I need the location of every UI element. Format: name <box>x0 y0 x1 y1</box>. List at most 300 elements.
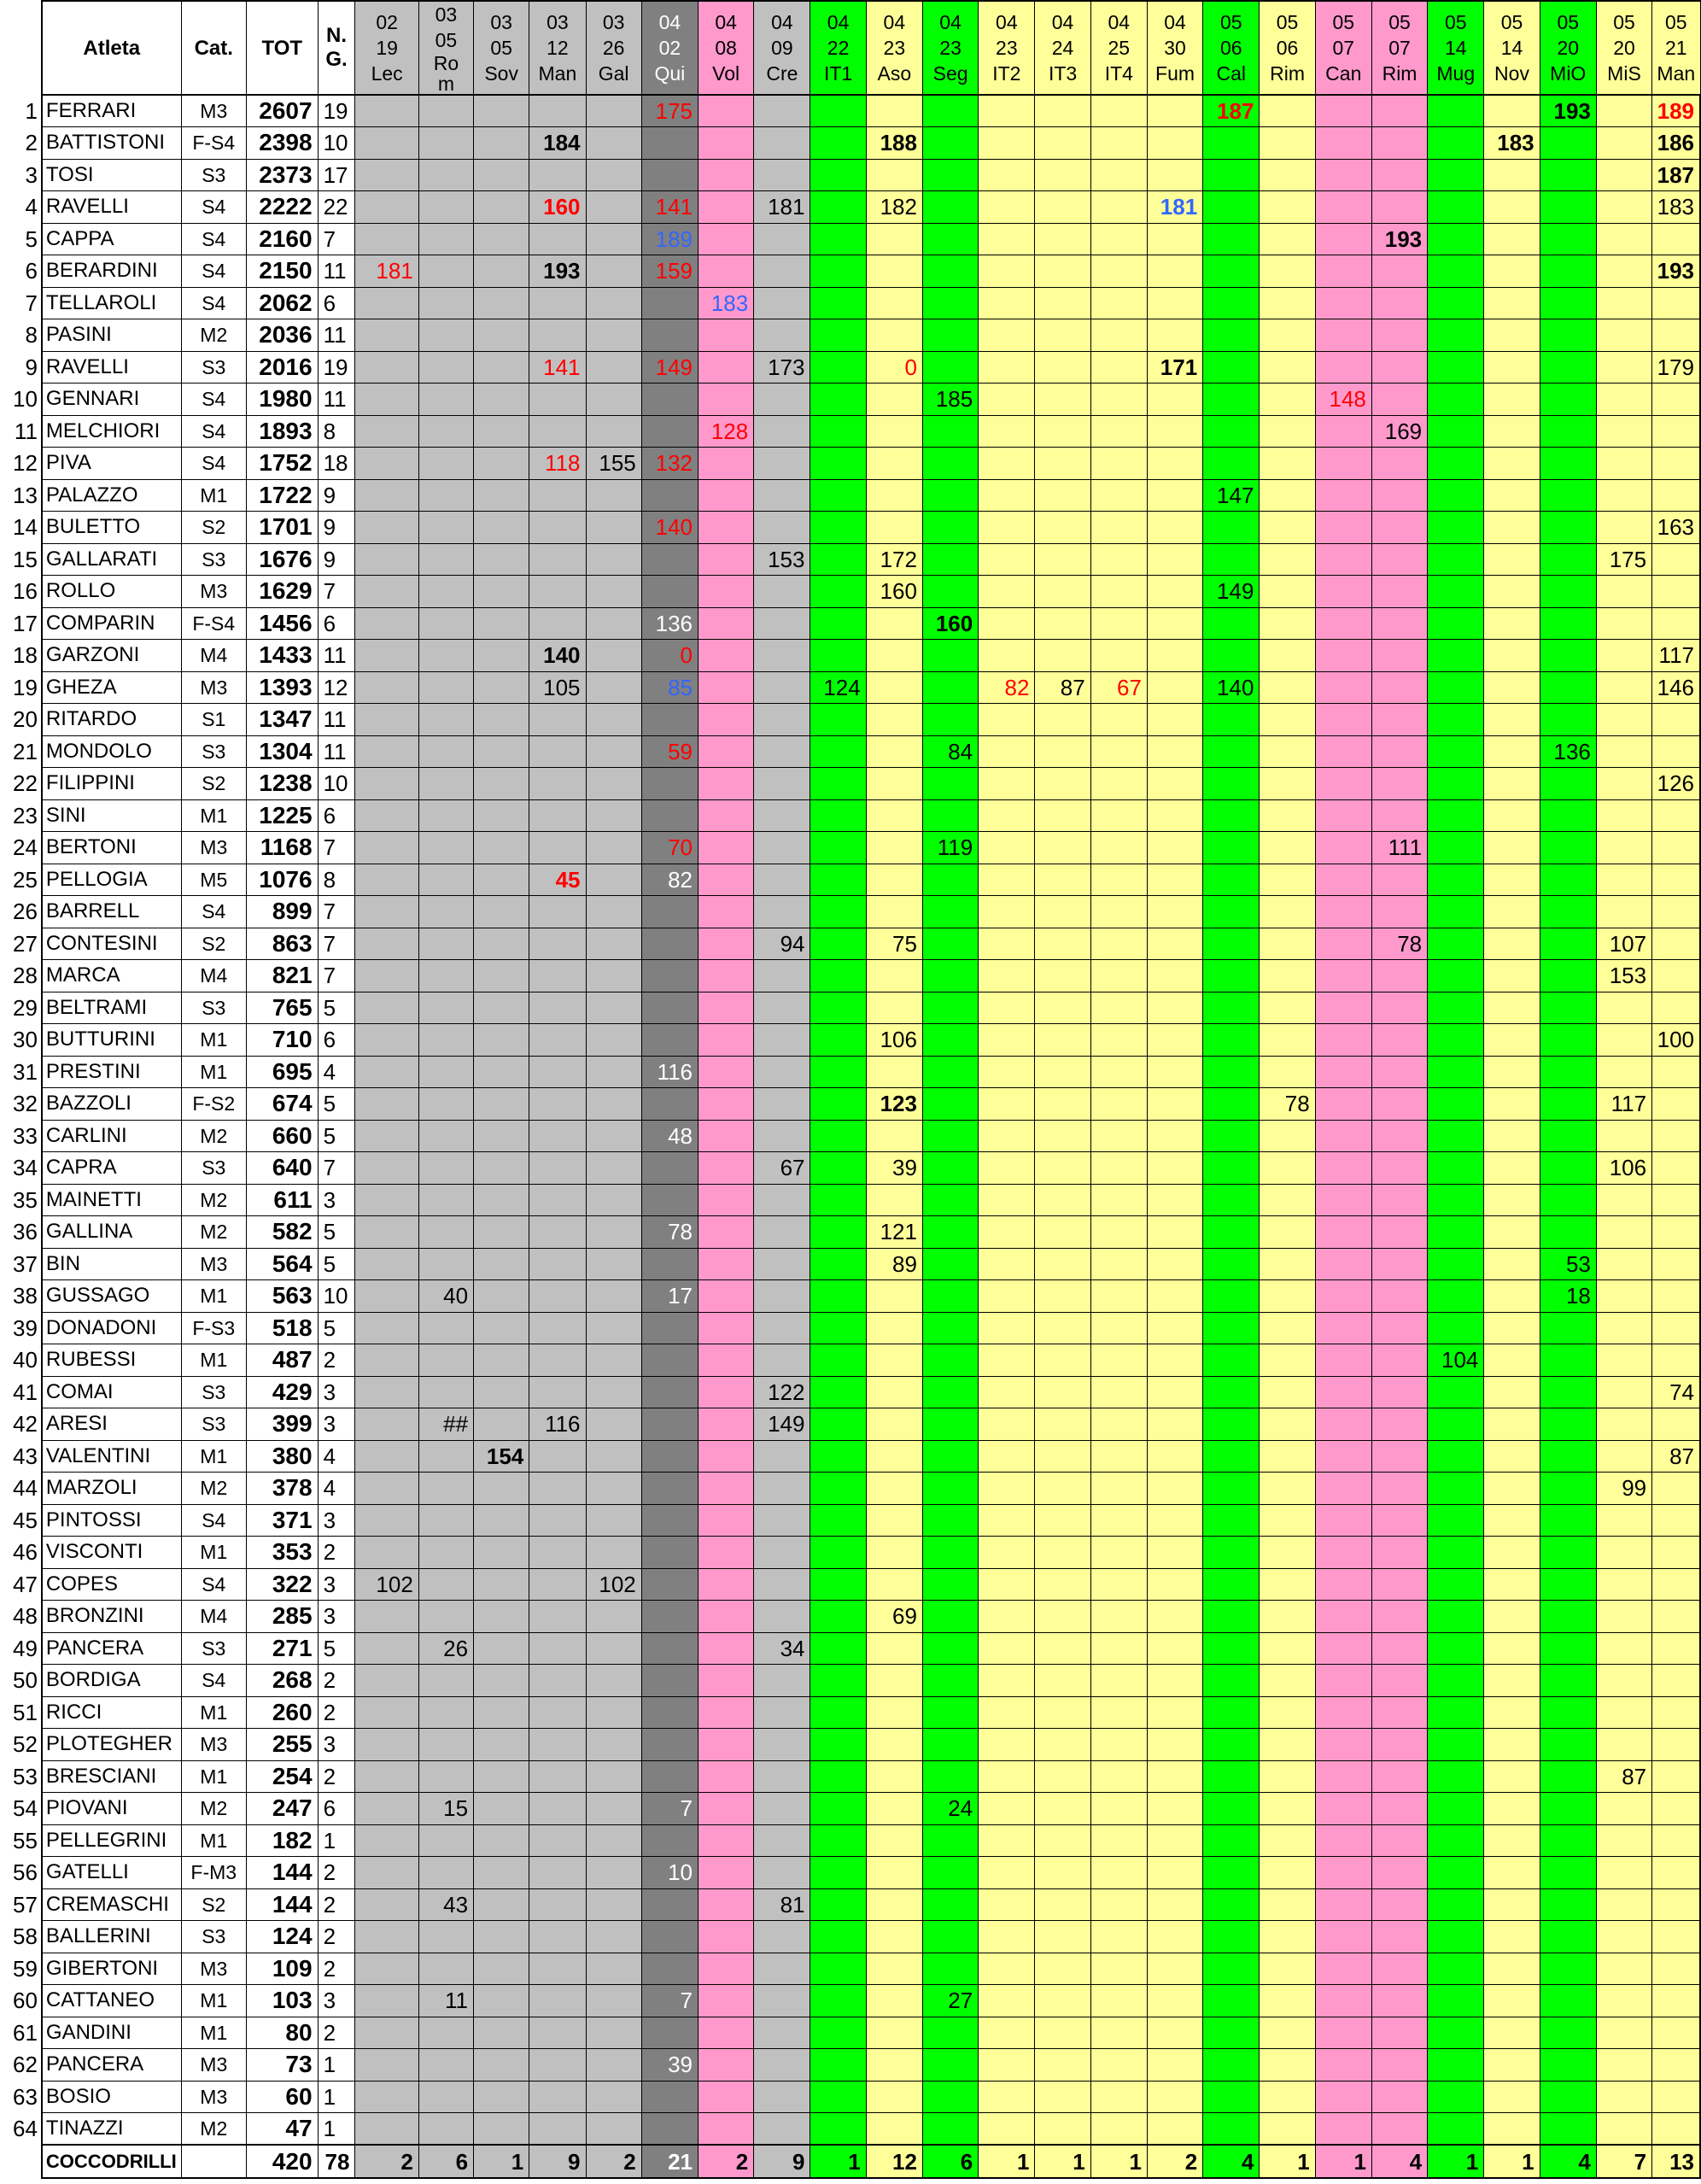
score-cell <box>1147 992 1202 1024</box>
table-row <box>0 127 1700 160</box>
score-cell: 193 <box>1540 95 1596 127</box>
score-cell <box>1371 127 1427 160</box>
score-cell <box>1315 768 1371 800</box>
score-cell: 154 <box>474 1440 529 1473</box>
score-cell <box>641 1184 698 1216</box>
score-cell <box>922 415 978 448</box>
score-cell <box>810 1729 866 1761</box>
score-cell <box>922 2081 978 2113</box>
score-cell <box>810 2113 866 2146</box>
score-cell <box>1371 2017 1427 2049</box>
score-cell <box>979 896 1035 928</box>
score-cell <box>529 1537 586 1569</box>
score-cell <box>474 255 529 288</box>
athlete-races-count: 7 <box>318 223 355 255</box>
score-cell <box>1035 576 1090 608</box>
score-cell <box>1540 576 1596 608</box>
score-cell <box>979 864 1035 896</box>
score-cell <box>529 1793 586 1825</box>
score-cell <box>1315 1280 1371 1313</box>
score-cell <box>1540 1888 1596 1921</box>
score-cell <box>586 255 641 288</box>
score-cell <box>1315 2113 1371 2146</box>
score-cell <box>979 1120 1035 1152</box>
score-cell <box>474 799 529 832</box>
score-cell <box>474 1696 529 1729</box>
score-cell <box>586 512 641 544</box>
athlete-category: S1 <box>181 704 246 736</box>
score-cell: 34 <box>754 1632 810 1665</box>
athlete-total: 1701 <box>246 512 318 544</box>
score-cell <box>922 2017 978 2049</box>
score-cell <box>699 191 754 224</box>
score-cell <box>418 1857 473 1889</box>
row-rank: 57 <box>13 1891 38 1918</box>
score-cell <box>641 704 698 736</box>
row-rank: 11 <box>14 418 38 444</box>
score-cell <box>1315 2017 1371 2049</box>
score-cell <box>979 191 1035 224</box>
score-cell: 87 <box>1035 671 1090 704</box>
score-cell <box>754 832 810 864</box>
score-cell <box>529 1888 586 1921</box>
score-cell <box>1484 992 1540 1024</box>
score-cell <box>1035 2113 1090 2146</box>
score-cell <box>418 896 473 928</box>
score-cell <box>641 1760 698 1793</box>
score-cell <box>1147 1280 1202 1313</box>
header-row <box>0 1 1700 95</box>
table-row <box>0 1793 1700 1825</box>
score-cell <box>1260 448 1315 480</box>
score-cell <box>699 1953 754 1985</box>
row-rank: 64 <box>13 2116 38 2142</box>
score-cell: 87 <box>1652 1440 1700 1473</box>
row-rank: 62 <box>13 2052 38 2078</box>
score-cell <box>1035 543 1090 576</box>
score-cell <box>1652 223 1700 255</box>
score-cell <box>474 1601 529 1633</box>
score-cell <box>754 127 810 160</box>
score-cell <box>1596 1120 1651 1152</box>
score-cell <box>1596 319 1651 352</box>
score-cell <box>1596 735 1651 768</box>
score-cell <box>418 1216 473 1249</box>
score-cell <box>1090 1088 1147 1121</box>
score-cell <box>355 319 418 352</box>
score-cell <box>1147 1665 1202 1697</box>
score-cell <box>979 1056 1035 1088</box>
score-cell <box>418 1953 473 1985</box>
header-event-17 <box>1315 1 1371 95</box>
athlete-name: PELLEGRINI <box>42 1824 181 1857</box>
row-rank: 33 <box>13 1122 38 1149</box>
header-event-23 <box>1652 1 1700 95</box>
score-cell <box>866 896 922 928</box>
score-cell <box>1260 479 1315 512</box>
score-cell <box>922 1248 978 1280</box>
header-event-code: Rim <box>1382 62 1418 85</box>
score-cell <box>1315 255 1371 288</box>
row-rank: 48 <box>13 1603 38 1630</box>
score-cell <box>1147 1216 1202 1249</box>
score-cell <box>641 1376 698 1408</box>
score-cell <box>641 1824 698 1857</box>
score-cell <box>1428 768 1484 800</box>
score-cell <box>979 2049 1035 2082</box>
score-cell <box>1035 864 1090 896</box>
score-cell <box>1540 1408 1596 1441</box>
score-cell <box>1203 1152 1260 1185</box>
score-cell <box>474 1760 529 1793</box>
score-cell <box>641 1248 698 1280</box>
row-rank: 53 <box>13 1763 38 1789</box>
table-row <box>0 640 1700 672</box>
table-row <box>0 2081 1700 2113</box>
score-cell <box>1090 1312 1147 1344</box>
row-rank: 40 <box>13 1347 38 1373</box>
score-cell <box>1260 1888 1315 1921</box>
score-cell <box>1035 2017 1090 2049</box>
athlete-category: S3 <box>181 1152 246 1185</box>
score-cell <box>699 1632 754 1665</box>
score-cell <box>355 1344 418 1377</box>
score-cell <box>1484 2017 1540 2049</box>
score-cell <box>1596 576 1651 608</box>
score-cell <box>922 448 978 480</box>
score-cell <box>474 1280 529 1313</box>
score-cell <box>1147 1888 1202 1921</box>
score-cell <box>1428 832 1484 864</box>
score-cell: 89 <box>866 1248 922 1280</box>
score-cell <box>699 1408 754 1441</box>
row-rank: 44 <box>13 1475 38 1502</box>
score-cell <box>922 960 978 992</box>
score-cell <box>1260 1473 1315 1505</box>
score-cell <box>1090 1408 1147 1441</box>
score-cell <box>979 127 1035 160</box>
score-cell <box>1147 1537 1202 1569</box>
score-cell <box>866 2017 922 2049</box>
score-cell <box>1090 512 1147 544</box>
score-cell <box>418 1568 473 1601</box>
score-cell <box>586 1921 641 1953</box>
score-cell <box>1371 351 1427 384</box>
score-cell <box>1428 479 1484 512</box>
score-cell <box>1147 640 1202 672</box>
score-cell <box>1596 1504 1651 1537</box>
score-cell <box>699 671 754 704</box>
score-cell <box>1147 1729 1202 1761</box>
header-event-code: Cre <box>766 62 798 85</box>
score-cell <box>866 607 922 640</box>
header-event-dd: 20 <box>1613 37 1635 59</box>
footer-event-count: 9 <box>529 2145 586 2178</box>
score-cell <box>979 223 1035 255</box>
score-cell <box>754 1568 810 1601</box>
header-event-dd: 25 <box>1108 37 1131 59</box>
score-cell <box>1484 1152 1540 1185</box>
score-cell <box>1428 1248 1484 1280</box>
score-cell <box>1035 191 1090 224</box>
score-cell <box>1035 1857 1090 1889</box>
table-row <box>0 319 1700 352</box>
score-cell <box>1484 1601 1540 1633</box>
score-cell: 126 <box>1652 768 1700 800</box>
table-row <box>0 95 1700 127</box>
score-cell <box>1484 1024 1540 1057</box>
score-cell <box>1540 384 1596 416</box>
score-cell <box>1315 1696 1371 1729</box>
score-cell <box>1147 1857 1202 1889</box>
score-cell <box>922 1056 978 1088</box>
athlete-total: 255 <box>246 1729 318 1761</box>
athlete-total: 2036 <box>246 319 318 352</box>
score-cell <box>1652 960 1700 992</box>
score-cell <box>979 704 1035 736</box>
score-cell <box>355 1985 418 2017</box>
header-event-code: Lec <box>371 62 403 85</box>
table-row <box>0 928 1700 960</box>
score-cell <box>1371 1665 1427 1697</box>
header-event-mm: 04 <box>883 11 906 33</box>
score-cell <box>1260 1665 1315 1697</box>
athlete-name: BOSIO <box>42 2081 181 2113</box>
score-cell <box>810 95 866 127</box>
score-cell <box>1315 960 1371 992</box>
athlete-name: RICCI <box>42 1696 181 1729</box>
athlete-total: 660 <box>246 1120 318 1152</box>
athlete-name: GATELLI <box>42 1857 181 1889</box>
score-cell <box>586 1888 641 1921</box>
score-cell <box>586 704 641 736</box>
score-cell <box>1260 543 1315 576</box>
score-cell: 78 <box>1371 928 1427 960</box>
score-cell <box>699 1376 754 1408</box>
athlete-races-count: 2 <box>318 1760 355 1793</box>
score-cell <box>1428 2017 1484 2049</box>
athlete-total: 2222 <box>246 191 318 224</box>
score-cell <box>641 1921 698 1953</box>
athlete-category: M2 <box>181 1216 246 1249</box>
score-cell <box>641 1665 698 1697</box>
score-cell <box>922 1568 978 1601</box>
score-cell: 27 <box>922 1985 978 2017</box>
score-cell <box>1484 1408 1540 1441</box>
score-cell <box>1540 1601 1596 1633</box>
score-cell <box>586 640 641 672</box>
score-cell <box>474 415 529 448</box>
score-cell <box>1203 1985 1260 2017</box>
header-tot: TOT <box>246 1 318 95</box>
score-cell: 99 <box>1596 1473 1651 1505</box>
athlete-total: 1722 <box>246 479 318 512</box>
score-cell <box>1484 287 1540 319</box>
score-cell: 182 <box>866 191 922 224</box>
score-cell <box>418 1696 473 1729</box>
header-event-2 <box>474 1 529 95</box>
score-cell <box>1652 1793 1700 1825</box>
athlete-name: FILIPPINI <box>42 768 181 800</box>
footer-event-count: 4 <box>1540 2145 1596 2178</box>
score-cell <box>529 896 586 928</box>
score-cell <box>866 479 922 512</box>
score-cell <box>922 1024 978 1057</box>
row-rank: 28 <box>13 963 38 989</box>
score-cell: 184 <box>529 127 586 160</box>
score-cell <box>1371 1056 1427 1088</box>
athlete-category: S2 <box>181 1888 246 1921</box>
score-cell: 43 <box>418 1888 473 1921</box>
score-cell <box>1484 1793 1540 1825</box>
score-cell <box>529 704 586 736</box>
athlete-total: 429 <box>246 1376 318 1408</box>
score-cell <box>529 223 586 255</box>
score-cell <box>418 1504 473 1537</box>
score-cell <box>699 543 754 576</box>
score-cell <box>1371 1280 1427 1313</box>
footer-event-count: 1 <box>1315 2145 1371 2178</box>
score-cell <box>699 1985 754 2017</box>
score-cell <box>979 1985 1035 2017</box>
footer-event-count: 6 <box>922 2145 978 2178</box>
score-cell <box>418 2113 473 2146</box>
athlete-name: PINTOSSI <box>42 1504 181 1537</box>
score-cell <box>641 799 698 832</box>
score-cell <box>1147 127 1202 160</box>
athlete-category: M3 <box>181 576 246 608</box>
score-cell <box>979 1760 1035 1793</box>
score-cell <box>810 512 866 544</box>
score-cell <box>866 671 922 704</box>
score-cell <box>355 992 418 1024</box>
table-row <box>0 1344 1700 1377</box>
footer-event-count: 1 <box>1035 2145 1090 2178</box>
header-event-code: Mug <box>1436 62 1476 85</box>
score-cell <box>1371 607 1427 640</box>
score-cell <box>1203 1120 1260 1152</box>
row-rank: 13 <box>13 482 38 508</box>
score-cell <box>1596 1248 1651 1280</box>
score-cell <box>1260 1440 1315 1473</box>
score-cell <box>754 223 810 255</box>
score-cell <box>1540 960 1596 992</box>
score-cell <box>529 1152 586 1185</box>
score-cell <box>1596 287 1651 319</box>
score-cell <box>754 1504 810 1537</box>
score-cell <box>1652 799 1700 832</box>
athlete-name: PELLOGIA <box>42 864 181 896</box>
score-cell <box>1260 1601 1315 1633</box>
score-cell <box>529 1504 586 1537</box>
athlete-name: MAINETTI <box>42 1184 181 1216</box>
athlete-name: BUTTURINI <box>42 1024 181 1057</box>
header-event-mm: 04 <box>1108 11 1131 33</box>
score-cell <box>1428 1985 1484 2017</box>
score-cell <box>1203 512 1260 544</box>
score-cell <box>1484 735 1540 768</box>
athlete-name: CAPRA <box>42 1152 181 1185</box>
row-rank: 60 <box>13 1988 38 2014</box>
score-cell <box>1203 1568 1260 1601</box>
athlete-total: 611 <box>246 1184 318 1216</box>
score-cell <box>1540 1921 1596 1953</box>
score-cell <box>1260 576 1315 608</box>
score-cell <box>1371 1152 1427 1185</box>
score-cell <box>1260 735 1315 768</box>
score-cell <box>1371 1793 1427 1825</box>
header-event-8 <box>810 1 866 95</box>
score-cell <box>1315 1056 1371 1088</box>
athlete-category: S4 <box>181 191 246 224</box>
athlete-races-count: 3 <box>318 1601 355 1633</box>
score-cell <box>922 512 978 544</box>
header-event-dd: 02 <box>658 37 681 59</box>
score-cell <box>355 607 418 640</box>
score-cell <box>1371 287 1427 319</box>
score-cell <box>979 1921 1035 1953</box>
score-cell <box>866 2049 922 2082</box>
score-cell <box>754 735 810 768</box>
score-cell <box>1428 1921 1484 1953</box>
score-cell <box>474 2017 529 2049</box>
table-row <box>0 1088 1700 1121</box>
score-cell <box>1371 159 1427 191</box>
score-cell <box>1315 1152 1371 1185</box>
athlete-name: BAZZOLI <box>42 1088 181 1121</box>
athlete-name: COMPARIN <box>42 607 181 640</box>
score-cell <box>922 1665 978 1697</box>
score-cell <box>754 799 810 832</box>
athlete-total: 47 <box>246 2113 318 2146</box>
score-cell <box>1260 223 1315 255</box>
score-cell <box>922 704 978 736</box>
score-cell <box>474 1953 529 1985</box>
score-cell <box>922 1888 978 1921</box>
footer-event-count: 21 <box>641 2145 698 2178</box>
score-cell <box>810 1216 866 1249</box>
table-row <box>0 896 1700 928</box>
score-cell <box>810 1280 866 1313</box>
score-cell <box>699 512 754 544</box>
score-cell <box>355 543 418 576</box>
header-event-dd: 26 <box>602 37 625 59</box>
score-cell <box>979 2017 1035 2049</box>
athlete-total: 1347 <box>246 704 318 736</box>
score-cell <box>355 1184 418 1216</box>
score-cell <box>355 2113 418 2146</box>
athlete-races-count: 1 <box>318 2081 355 2113</box>
score-cell: 136 <box>641 607 698 640</box>
score-cell <box>355 287 418 319</box>
header-event-dd: 23 <box>996 37 1018 59</box>
score-cell <box>699 255 754 288</box>
athlete-races-count: 3 <box>318 1568 355 1601</box>
score-cell: 11 <box>418 1985 473 2017</box>
table-row <box>0 1601 1700 1633</box>
score-cell <box>1484 1537 1540 1569</box>
athlete-category: S4 <box>181 448 246 480</box>
score-cell <box>1540 640 1596 672</box>
score-cell <box>529 1985 586 2017</box>
score-cell <box>529 1184 586 1216</box>
score-cell <box>355 1473 418 1505</box>
score-cell: 155 <box>586 448 641 480</box>
score-cell <box>1540 992 1596 1024</box>
score-cell <box>586 2049 641 2082</box>
score-cell <box>754 1793 810 1825</box>
table-row <box>0 2113 1700 2146</box>
